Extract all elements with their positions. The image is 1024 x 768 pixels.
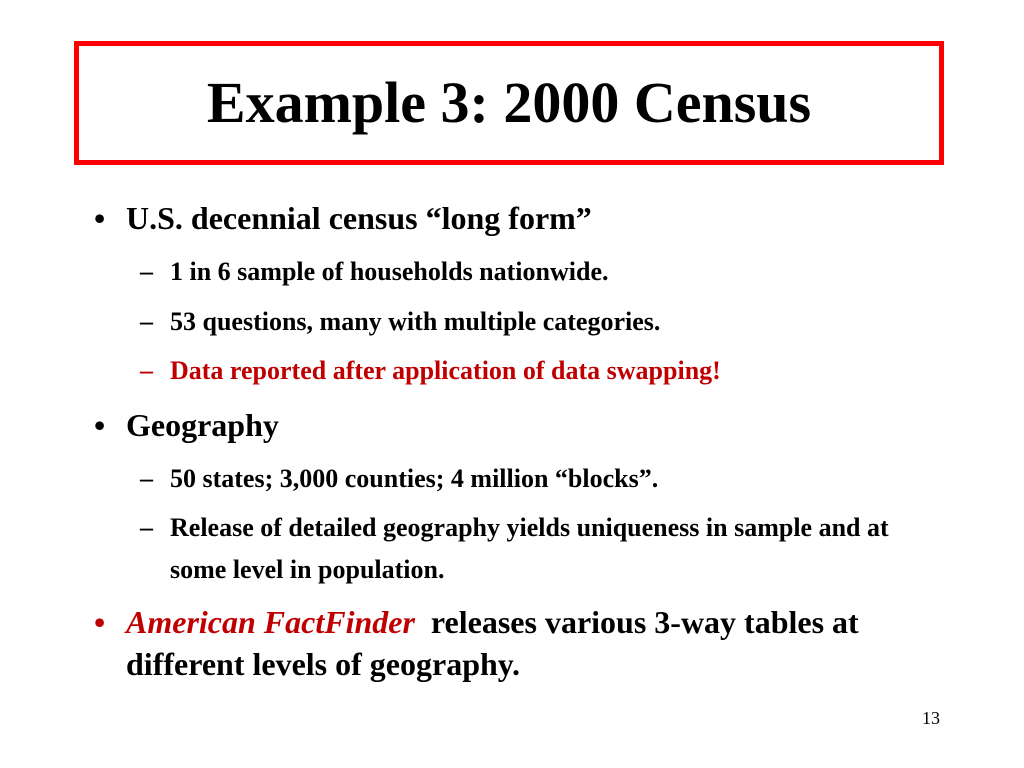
slide-title: Example 3: 2000 Census [206,70,812,135]
bullet-marker: • [94,407,106,443]
dash-marker: – [140,464,153,493]
factfinder-text: releases various 3-way tables at different levels of geography. [126,604,859,682]
bullet-geography [94,404,914,446]
sub-bullet-questions [140,301,920,343]
sub-bullet-sample [140,251,920,293]
bullet-marker: • [94,200,106,236]
sub-bullet-states [140,458,920,500]
dash-marker: – [140,356,153,385]
title-box [74,41,944,165]
sub-bullet-data-swapping [140,350,920,392]
dash-marker: – [140,513,153,542]
bullet-text: Geography [126,407,279,443]
sub-bullet-uniqueness [140,507,920,591]
sub-bullet-text: Release of detailed geography yields uniqueness in sample and at some level in population. [170,513,889,584]
bullet-marker: • [94,604,106,640]
page-number: 13 [922,708,940,728]
dash-marker: – [140,307,153,336]
sub-bullet-text: 1 in 6 sample of households nationwide. [170,257,609,286]
bullet-text [126,601,914,685]
sub-bullet-text: 53 questions, many with multiple categories. [170,307,661,336]
factfinder-emphasis: American FactFinder [126,604,415,640]
bullet-factfinder [94,601,914,685]
dash-marker: – [140,257,153,286]
bullet-long-form [94,197,914,239]
bullet-text: U.S. decennial census “long form” [126,200,592,236]
sub-bullet-text: 50 states; 3,000 counties; 4 million “blocks”. [170,464,659,493]
sub-bullet-text: Data reported after application of data swapping! [170,356,721,385]
